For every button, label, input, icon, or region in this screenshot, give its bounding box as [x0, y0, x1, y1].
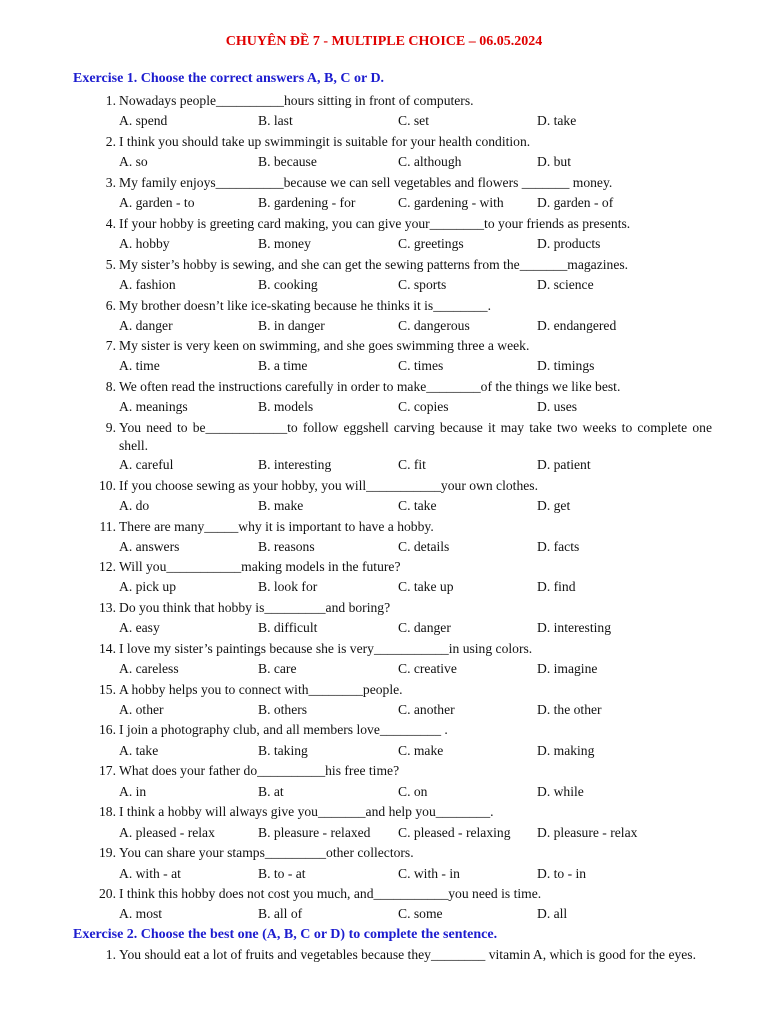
option-d: D. interesting	[537, 620, 611, 635]
question-17-options	[0, 783, 768, 801]
question-number: 16.	[99, 722, 116, 737]
option-c: C. pleased - relaxing	[398, 825, 511, 840]
option-c: C. sports	[398, 277, 447, 292]
question-number: 19.	[99, 845, 116, 860]
option-a: A. careless	[119, 661, 179, 676]
question-9-options	[0, 456, 768, 474]
option-d: D. uses	[537, 399, 578, 414]
option-a: A. so	[119, 154, 148, 169]
option-b: B. care	[258, 661, 297, 676]
question-7-options	[0, 357, 768, 375]
question-text: I think a hobby will always give you_______and help you________.	[119, 804, 494, 819]
option-b: B. in danger	[258, 318, 325, 333]
option-c: C. on	[398, 784, 428, 799]
document-title: CHUYÊN ĐỀ 7 - MULTIPLE CHOICE – 06.05.2024	[225, 34, 543, 49]
option-b: B. money	[258, 236, 311, 251]
question-12-options	[0, 578, 768, 596]
option-a: A. with - at	[119, 866, 181, 881]
option-c: C. although	[398, 154, 462, 169]
option-c: C. copies	[398, 399, 449, 414]
question-number: 1.	[105, 93, 116, 108]
question-13-options	[0, 619, 768, 637]
question-16-options	[0, 742, 768, 760]
option-c: C. greetings	[398, 236, 464, 251]
option-a: A. take	[119, 743, 159, 758]
question-number: 9.	[105, 420, 116, 435]
question-text: I join a photography club, and all members love_________ .	[119, 722, 448, 737]
question-1-options	[0, 112, 768, 130]
question-text: What does your father do__________his free time?	[119, 763, 400, 778]
option-c: C. danger	[398, 620, 451, 635]
option-d: D. to - in	[537, 866, 587, 881]
question-text: Do you think that hobby is_________and boring?	[119, 600, 391, 615]
option-b: B. a time	[258, 358, 308, 373]
question-text: You should eat a lot of fruits and vegetables because they________ vitamin A, which is good for the eyes.	[119, 947, 696, 962]
question-text: We often read the instructions carefully in order to make________of the things we like best.	[119, 379, 621, 394]
option-d: D. endangered	[537, 318, 617, 333]
question-2-options	[0, 153, 768, 171]
question-number: 1.	[105, 947, 116, 962]
question-number: 18.	[99, 804, 116, 819]
option-d: D. garden - of	[537, 195, 614, 210]
option-b: B. difficult	[258, 620, 318, 635]
option-d: D. products	[537, 236, 601, 251]
question-number: 7.	[105, 338, 116, 353]
exercise-1-heading: Exercise 1. Choose the correct answers A, B, C or D.	[73, 71, 385, 86]
option-c: C. some	[398, 906, 443, 921]
option-d: D. the other	[537, 702, 602, 717]
option-d: D. find	[537, 579, 576, 594]
question-8-options	[0, 398, 768, 416]
option-c: C. gardening - with	[398, 195, 504, 210]
option-a: A. time	[119, 358, 160, 373]
option-b: B. gardening - for	[258, 195, 356, 210]
question-number: 3.	[105, 175, 116, 190]
option-b: B. because	[258, 154, 317, 169]
question-text: My family enjoys__________because we can sell vegetables and flowers _______ money.	[119, 175, 613, 190]
question-text: My brother doesn’t like ice-skating because he thinks it is________.	[119, 298, 491, 313]
question-number: 13.	[99, 600, 116, 615]
option-a: A. meanings	[119, 399, 188, 414]
option-a: A. hobby	[119, 236, 170, 251]
option-d: D. but	[537, 154, 571, 169]
question-5-options	[0, 276, 768, 294]
question-number: 20.	[99, 886, 116, 901]
option-a: A. do	[119, 498, 150, 513]
option-a: A. pleased - relax	[119, 825, 215, 840]
question-text: If your hobby is greeting card making, you can give your________to your friends as presents.	[119, 216, 631, 231]
option-d: D. get	[537, 498, 571, 513]
question-14-options	[0, 660, 768, 678]
option-b: B. look for	[258, 579, 318, 594]
option-b: B. make	[258, 498, 304, 513]
option-d: D. while	[537, 784, 584, 799]
question-20-options	[0, 905, 768, 923]
question-number: 15.	[99, 682, 116, 697]
question-10-options	[0, 497, 768, 515]
question-18-options	[0, 824, 768, 842]
option-a: A. answers	[119, 539, 180, 554]
option-b: B. last	[258, 113, 293, 128]
question-text: I think you should take up swimmingit is suitable for your health condition.	[119, 134, 531, 149]
option-d: D. timings	[537, 358, 595, 373]
option-a: A. in	[119, 784, 147, 799]
option-b: B. others	[258, 702, 308, 717]
question-text: You can share your stamps_________other collectors.	[119, 845, 414, 860]
option-b: B. pleasure - relaxed	[258, 825, 371, 840]
option-b: B. models	[258, 399, 314, 414]
question-6-options	[0, 317, 768, 335]
question-text: My sister’s hobby is sewing, and she can get the sewing patterns from the_______magazines.	[119, 257, 629, 272]
question-19-options	[0, 865, 768, 883]
option-c: C. fit	[398, 457, 426, 472]
question-text: If you choose sewing as your hobby, you will___________your own clothes.	[119, 478, 538, 493]
option-b: B. interesting	[258, 457, 332, 472]
option-b: B. cooking	[258, 277, 318, 292]
question-number: 8.	[105, 379, 116, 394]
question-number: 4.	[105, 216, 116, 231]
option-d: D. pleasure - relax	[537, 825, 638, 840]
option-c: C. with - in	[398, 866, 460, 881]
option-c: C. another	[398, 702, 455, 717]
option-c: C. set	[398, 113, 429, 128]
question-3-options	[0, 194, 768, 212]
question-number: 5.	[105, 257, 116, 272]
option-c: C. dangerous	[398, 318, 470, 333]
question-number: 14.	[99, 641, 116, 656]
option-d: D. take	[537, 113, 577, 128]
option-a: A. easy	[119, 620, 160, 635]
exercise-2-heading: Exercise 2. Choose the best one (A, B, C or D) to complete the sentence.	[73, 927, 498, 942]
option-a: A. careful	[119, 457, 174, 472]
question-number: 17.	[99, 763, 116, 778]
question-number: 12.	[99, 559, 116, 574]
option-d: D. facts	[537, 539, 580, 554]
question-text: I love my sister’s paintings because she is very___________in using colors.	[119, 641, 533, 656]
question-text: Nowadays people__________hours sitting in front of computers.	[119, 93, 474, 108]
option-d: D. making	[537, 743, 595, 758]
question-11-options	[0, 538, 768, 556]
question-text: I think this hobby does not cost you much, and___________you need is time.	[119, 886, 542, 901]
option-c: C. creative	[398, 661, 457, 676]
option-b: B. taking	[258, 743, 308, 758]
option-c: C. take up	[398, 579, 454, 594]
option-c: C. details	[398, 539, 450, 554]
option-b: B. reasons	[258, 539, 315, 554]
question-number: 2.	[105, 134, 116, 149]
option-d: D. science	[537, 277, 594, 292]
option-d: D. patient	[537, 457, 591, 472]
option-a: A. fashion	[119, 277, 176, 292]
option-a: A. garden - to	[119, 195, 195, 210]
option-b: B. all of	[258, 906, 303, 921]
question-15-options	[0, 701, 768, 719]
option-a: A. danger	[119, 318, 173, 333]
question-text: A hobby helps you to connect with________people.	[119, 682, 403, 697]
question-text: My sister is very keen on swimming, and she goes swimming three a week.	[119, 338, 530, 353]
option-b: B. to - at	[258, 866, 306, 881]
option-a: A. other	[119, 702, 164, 717]
option-a: A. most	[119, 906, 163, 921]
option-a: A. spend	[119, 113, 168, 128]
question-text: You need to be____________to follow eggshell carving because it may take two weeks to complete one shell.	[119, 420, 712, 453]
option-c: C. times	[398, 358, 444, 373]
option-c: C. make	[398, 743, 444, 758]
option-d: D. all	[537, 906, 568, 921]
question-number: 6.	[105, 298, 116, 313]
question-text: There are many_____why it is important to have a hobby.	[119, 519, 434, 534]
question-number: 11.	[99, 519, 116, 534]
option-d: D. imagine	[537, 661, 598, 676]
question-4-options	[0, 235, 768, 253]
option-b: B. at	[258, 784, 284, 799]
option-c: C. take	[398, 498, 437, 513]
question-number: 10.	[99, 478, 116, 493]
question-text: Will you___________making models in the future?	[119, 559, 401, 574]
option-a: A. pick up	[119, 579, 177, 594]
